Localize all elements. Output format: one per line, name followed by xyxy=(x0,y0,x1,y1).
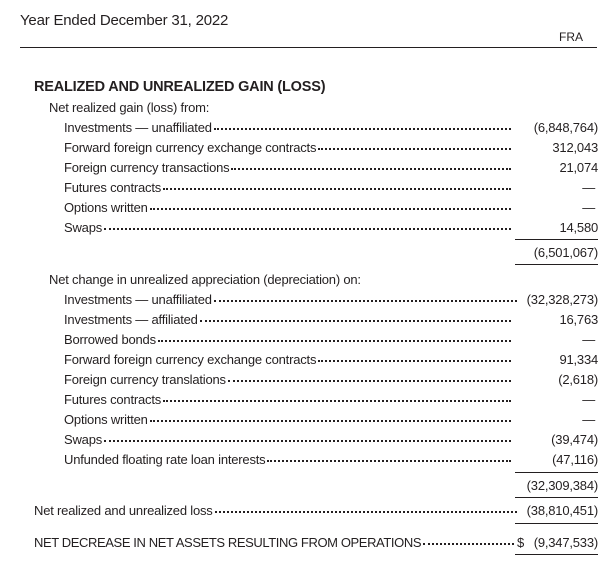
row-label: Foreign currency translations xyxy=(64,372,226,387)
row-label: Options written xyxy=(64,412,148,427)
unrealized-total-row xyxy=(0,477,613,497)
realized-total-value: (6,501,067) xyxy=(533,245,598,260)
unrealized-row xyxy=(0,371,613,391)
realized-row xyxy=(0,159,613,179)
row-value: 312,043 xyxy=(552,140,598,155)
leader-dots xyxy=(214,120,511,130)
subtotal-rule xyxy=(515,472,598,473)
row-value: (32,328,273) xyxy=(526,292,598,307)
fund-column-header: FRA xyxy=(559,30,583,44)
row-value: (2,618) xyxy=(558,372,598,387)
leader-dots xyxy=(163,180,511,190)
leader-dots xyxy=(423,535,514,545)
row-label: Investments — affiliated xyxy=(64,312,198,327)
subtotal-rule xyxy=(515,239,598,240)
row-value: — xyxy=(582,200,595,215)
realized-row xyxy=(0,119,613,139)
leader-dots xyxy=(158,332,511,342)
leader-dots xyxy=(318,352,511,362)
row-value: 91,334 xyxy=(559,352,598,367)
row-label: Net realized and unrealized loss xyxy=(34,503,213,518)
leader-dots xyxy=(150,412,511,422)
row-label: Forward foreign currency exchange contracts xyxy=(64,140,317,155)
row-value: — xyxy=(582,392,595,407)
unrealized-row xyxy=(0,391,613,411)
leader-dots xyxy=(200,312,511,322)
row-label: Borrowed bonds xyxy=(64,332,156,347)
row-label: Swaps xyxy=(64,432,103,447)
unrealized-row xyxy=(0,311,613,331)
realized-row xyxy=(0,199,613,219)
row-value: 16,763 xyxy=(559,312,598,327)
realized-subhead: Net realized gain (loss) from: xyxy=(49,100,210,115)
grand-total-rule xyxy=(515,554,598,555)
row-label: Unfunded floating rate loan interests xyxy=(64,452,266,467)
leader-dots xyxy=(104,432,511,442)
unrealized-row xyxy=(0,431,613,451)
unrealized-row xyxy=(0,351,613,371)
currency-symbol: $ xyxy=(517,535,525,550)
leader-dots xyxy=(231,160,511,170)
row-value: — xyxy=(582,180,595,195)
net-realized-unrealized-row xyxy=(0,502,613,522)
leader-dots xyxy=(150,200,511,210)
row-label: NET DECREASE IN NET ASSETS RESULTING FROM OPERATIONS xyxy=(34,535,422,550)
header-divider xyxy=(20,47,597,48)
leader-dots xyxy=(104,220,511,230)
row-value: (47,116) xyxy=(552,452,598,467)
net-decrease-row xyxy=(0,534,613,554)
unrealized-total-value: (32,309,384) xyxy=(526,478,598,493)
subtotal-rule xyxy=(515,497,598,498)
leader-dots xyxy=(267,452,511,462)
row-label: Futures contracts xyxy=(64,392,162,407)
row-value: (6,848,764) xyxy=(533,120,598,135)
unrealized-subhead: Net change in unrealized appreciation (depreciation) on: xyxy=(49,272,361,287)
subtotal-rule xyxy=(515,523,598,524)
unrealized-row xyxy=(0,411,613,431)
realized-row xyxy=(0,179,613,199)
row-value: (9,347,533) xyxy=(533,535,598,550)
row-label: Forward foreign currency exchange contracts xyxy=(64,352,317,367)
leader-dots xyxy=(228,372,511,382)
row-value: (38,810,451) xyxy=(526,503,598,518)
section-title: REALIZED AND UNREALIZED GAIN (LOSS) xyxy=(34,79,326,95)
realized-row xyxy=(0,139,613,159)
leader-dots xyxy=(318,140,511,150)
leader-dots xyxy=(163,392,511,402)
row-label: Options written xyxy=(64,200,148,215)
row-label: Futures contracts xyxy=(64,180,162,195)
leader-dots xyxy=(214,292,517,302)
realized-total-row xyxy=(0,244,613,264)
statement-period-title: Year Ended December 31, 2022 xyxy=(20,12,229,29)
row-label: Investments — unaffiliated xyxy=(64,292,212,307)
unrealized-row xyxy=(0,291,613,311)
row-value: (39,474) xyxy=(551,432,598,447)
row-value: — xyxy=(582,412,595,427)
row-label: Foreign currency transactions xyxy=(64,160,230,175)
row-label: Swaps xyxy=(64,220,103,235)
row-value: 21,074 xyxy=(559,160,598,175)
row-value: — xyxy=(582,332,595,347)
row-value: 14,580 xyxy=(559,220,598,235)
total-rule xyxy=(515,264,598,265)
unrealized-row xyxy=(0,331,613,351)
unrealized-row xyxy=(0,451,613,471)
realized-row xyxy=(0,219,613,239)
leader-dots xyxy=(215,503,517,513)
row-label: Investments — unaffiliated xyxy=(64,120,212,135)
